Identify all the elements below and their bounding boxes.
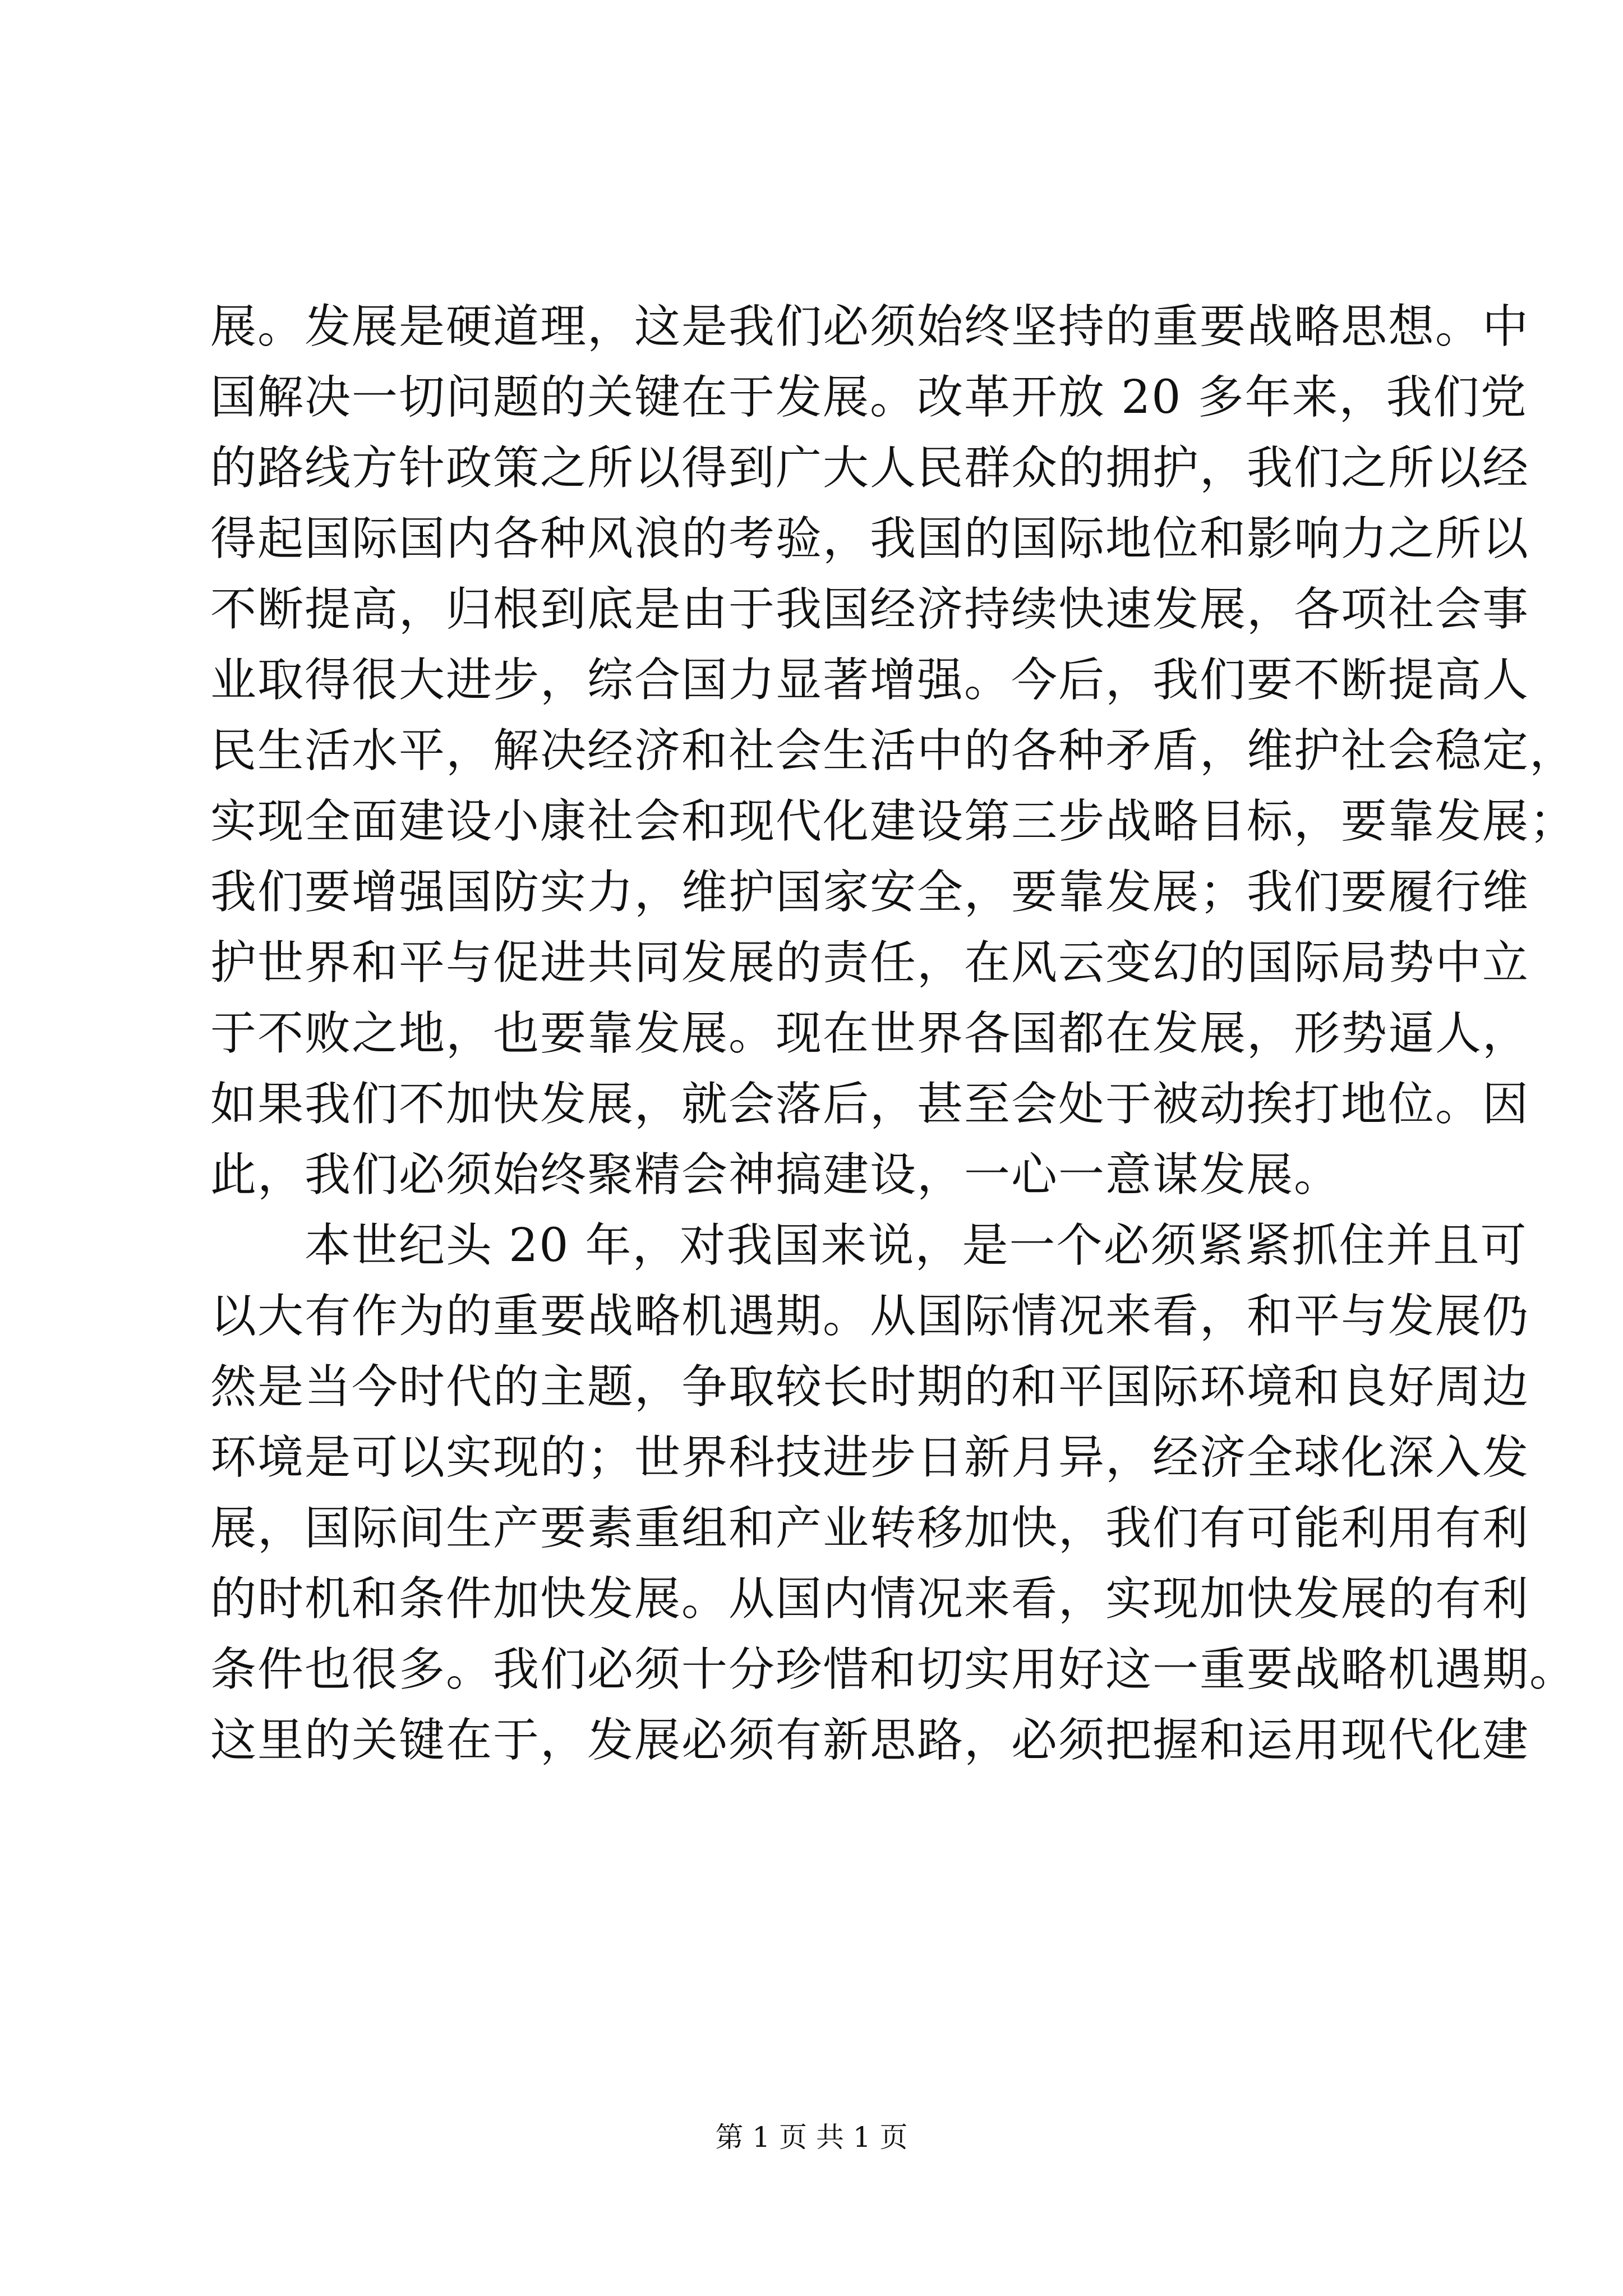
text-line: 环境是可以实现的；世界科技进步日新月异，经济全球化深入发 bbox=[210, 1431, 1530, 1484]
paragraph-start-line: 本世纪头 20 年，对我国来说，是一个必须紧紧抓住并且可 bbox=[305, 1219, 1528, 1272]
body-text bbox=[210, 292, 1577, 1776]
text-line: 展，国际间生产要素重组和产业转移加快，我们有可能利用有利 bbox=[210, 1502, 1530, 1555]
text-line: 得起国际国内各种风浪的考验，我国的国际地位和影响力之所以 bbox=[210, 512, 1530, 565]
text-line: 国解决一切问题的关键在于发展。改革开放 20 多年来，我们党 bbox=[210, 371, 1528, 424]
text-line: 不断提高，归根到底是由于我国经济持续快速发展，各项社会事 bbox=[210, 583, 1530, 636]
text-line: 我们要增强国防实力，维护国家安全，要靠发展；我们要履行维 bbox=[210, 866, 1530, 919]
text-line: 展。发展是硬道理，这是我们必须始终坚持的重要战略思想。中 bbox=[210, 300, 1530, 353]
text-line: 于不败之地，也要靠发展。现在世界各国都在发展，形势逼人， bbox=[210, 1007, 1530, 1060]
text-line: 此，我们必须始终聚精会神搞建设，一心一意谋发展。 bbox=[210, 1148, 1341, 1202]
text-line: 的路线方针政策之所以得到广大人民群众的拥护，我们之所以经 bbox=[210, 441, 1530, 495]
text-line: 以大有作为的重要战略机遇期。从国际情况来看，和平与发展仍 bbox=[210, 1290, 1530, 1343]
text-line: 的时机和条件加快发展。从国内情况来看，实现加快发展的有利 bbox=[210, 1572, 1530, 1626]
text-line: 护世界和平与促进共同发展的责任，在风云变幻的国际局势中立 bbox=[210, 936, 1530, 990]
text-line: 条件也很多。我们必须十分珍惜和切实用好这一重要战略机遇期。 bbox=[210, 1643, 1577, 1696]
text-line: 然是当今时代的主题，争取较长时期的和平国际环境和良好周边 bbox=[210, 1360, 1530, 1414]
text-line: 民生活水平，解决经济和社会生活中的各种矛盾，维护社会稳定， bbox=[210, 724, 1577, 777]
text-line: 实现全面建设小康社会和现代化建设第三步战略目标，要靠发展； bbox=[210, 795, 1577, 848]
page-footer: 第 1 页 共 1 页 bbox=[715, 2121, 908, 2154]
text-line: 如果我们不加快发展，就会落后，甚至会处于被动挨打地位。因 bbox=[210, 1078, 1530, 1131]
text-line: 这里的关键在于，发展必须有新思路，必须把握和运用现代化建 bbox=[210, 1714, 1530, 1767]
text-line: 业取得很大进步，综合国力显著增强。今后，我们要不断提高人 bbox=[210, 654, 1530, 707]
